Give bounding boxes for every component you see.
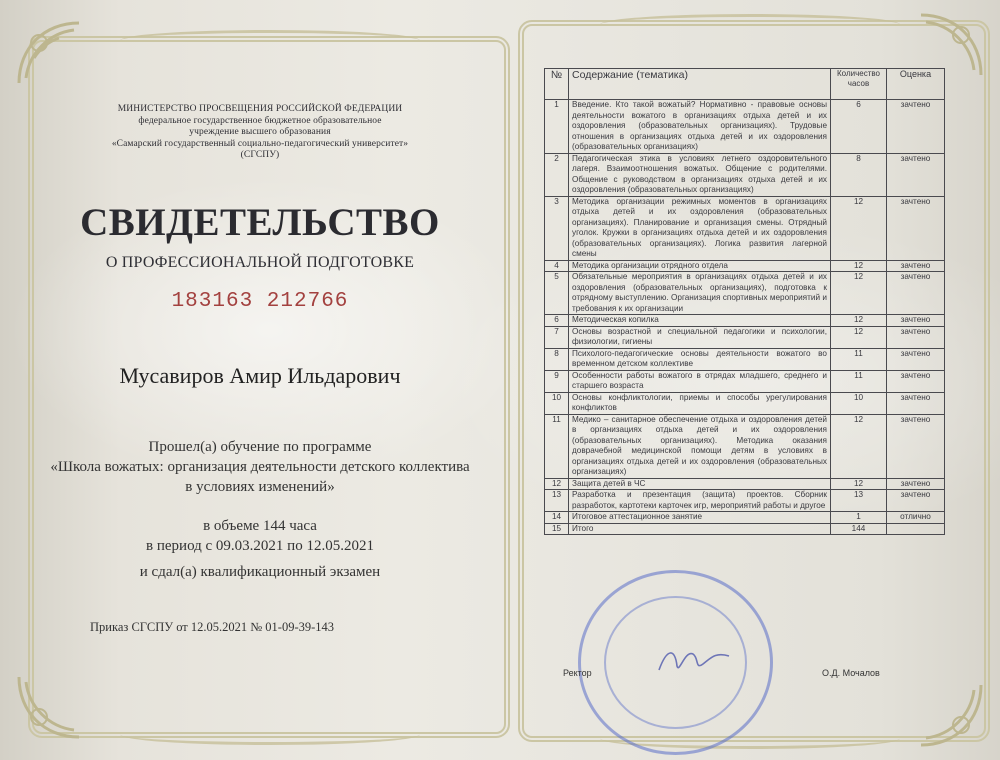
cell-number: 11 [545, 414, 569, 478]
table-row [545, 153, 945, 196]
cell-grade: зачтено [887, 478, 945, 490]
cell-grade: зачтено [887, 392, 945, 414]
cell-hours: 144 [831, 523, 887, 535]
cell-number: 13 [545, 490, 569, 512]
cell-number: 5 [545, 272, 569, 315]
cell-content: Обязательные мероприятия в организациях отдыха детей и их оздоровления (образовательных организациях), подготовка к отрядному выступлению. Организация спортивных мероприятий и требования к их организации [569, 272, 831, 315]
cell-hours: 12 [831, 478, 887, 490]
column-header-content: Содержание (тематика) [569, 69, 831, 100]
issuer-line: федеральное государственное бюджетное образовательное [138, 115, 382, 126]
cell-hours: 11 [831, 348, 887, 370]
issuer-line: учреждение высшего образования [189, 127, 331, 137]
cell-grade: зачтено [887, 153, 945, 196]
holder-name: Мусавиров Амир Ильдарович [119, 363, 401, 388]
cell-hours: 12 [831, 326, 887, 348]
cell-content: Основы возрастной и специальной педагогики и психологии, физиологии, гигиены [569, 326, 831, 348]
cell-hours: 12 [831, 260, 887, 272]
cell-number: 10 [545, 392, 569, 414]
table-row [545, 523, 945, 535]
volume-line: в период с 09.03.2021 по 12.05.2021 [146, 538, 374, 554]
certificate-number: 183163 212766 [171, 290, 349, 313]
program-line: Прошел(а) обучение по программе [148, 439, 372, 455]
cell-grade: зачтено [887, 348, 945, 370]
cell-grade: зачтено [887, 326, 945, 348]
cell-content: Педагогическая этика в условиях летнего оздоровительного лагеря. Взаимоотношения вожатых. Общение с родителями. Общение с руководством в организациях отдыха детей и их оздоровления (образовательных организациях) [569, 153, 831, 196]
cell-content: Методика организации отрядного отдела [569, 260, 831, 272]
cell-number: 9 [545, 370, 569, 392]
table-body [545, 100, 945, 535]
program-description [40, 437, 480, 497]
top-right-wave-ornament [600, 14, 900, 35]
cell-content: Разработка и презентация (защита) проектов. Сборник разработок, картотеки карточек игр, мероприятий работы и другое [569, 490, 831, 512]
table-row [545, 490, 945, 512]
cell-content: Итого [569, 523, 831, 535]
table-row [545, 392, 945, 414]
table-row [545, 272, 945, 315]
cell-hours: 1 [831, 512, 887, 524]
cell-hours: 6 [831, 100, 887, 154]
cell-grade: зачтено [887, 315, 945, 327]
issuer-line: МИНИСТЕРСТВО ПРОСВЕЩЕНИЯ РОССИЙСКОЙ ФЕДЕРАЦИИ [117, 104, 403, 114]
cell-content: Методика организации режимных моментов в организациях отдыха детей и их оздоровления (образовательных организациях). Планирование и организация смены. Отрядный уголок. Кружки в организациях отдыха детей и их оздоровления (образовательных организациях). Логика развития лагерной смены [569, 196, 831, 260]
table-row [545, 326, 945, 348]
cell-content: Защита детей в ЧС [569, 478, 831, 490]
cell-content: Психолого-педагогические основы деятельности вожатого во временном детском коллективе [569, 348, 831, 370]
volume-line: в объеме 144 часа [203, 518, 317, 534]
table-row [545, 512, 945, 524]
table-row [545, 315, 945, 327]
cell-number: 12 [545, 478, 569, 490]
cell-grade: зачтено [887, 100, 945, 154]
cell-hours: 12 [831, 196, 887, 260]
cell-content: Итоговое аттестационное занятие [569, 512, 831, 524]
cell-number: 4 [545, 260, 569, 272]
cell-grade: зачтено [887, 370, 945, 392]
cell-hours: 12 [831, 315, 887, 327]
table-row [545, 348, 945, 370]
cell-hours: 8 [831, 153, 887, 196]
cell-content: Медико – санитарное обеспечение отдыха и оздоровления детей в организациях отдыха детей и их оздоровления (образовательных организациях). Методика оказания доврачебной медицинской помощи детям в условиях в организациях отдыха детей и их оздоровления (образовательных организациях) [569, 414, 831, 478]
cell-grade: зачтено [887, 490, 945, 512]
issuer-line: «Самарский государственный социально-педагогический университет» [111, 138, 409, 149]
cell-content: Введение. Кто такой вожатый? Нормативно - правовые основы деятельности вожатого в организациях отдыха детей и их оздоровления (образовательных организациях). Трудовые отношения в организациях отдыха детей и их оздоровления (образовательных организациях) [569, 100, 831, 154]
cell-grade: зачтено [887, 260, 945, 272]
cell-content: Особенности работы вожатого в отрядах младшего, среднего и старшего возраста [569, 370, 831, 392]
column-header-grade: Оценка [887, 69, 945, 100]
table-row [545, 196, 945, 260]
rector-signature [655, 640, 735, 680]
cell-number: 14 [545, 512, 569, 524]
cell-grade [887, 523, 945, 535]
cell-number: 2 [545, 153, 569, 196]
column-header-number: № [545, 69, 569, 100]
cell-hours: 12 [831, 272, 887, 315]
topics-table [544, 68, 945, 535]
cell-number: 6 [545, 315, 569, 327]
cell-number: 1 [545, 100, 569, 154]
table-row [545, 260, 945, 272]
table-header-row [545, 69, 945, 100]
order-reference: Приказ СГСПУ от 12.05.2021 № 01-09-39-143 [90, 620, 335, 634]
table-row [545, 414, 945, 478]
program-line: в условиях изменений» [185, 479, 335, 495]
issuer-line: (СГСПУ) [240, 150, 280, 160]
cell-grade: зачтено [887, 272, 945, 315]
cell-hours: 12 [831, 414, 887, 478]
cell-number: 7 [545, 326, 569, 348]
table-row [545, 100, 945, 154]
certificate-title: СВИДЕТЕЛЬСТВО [80, 201, 440, 244]
corner-ornament-icon [916, 680, 986, 750]
table-row [545, 370, 945, 392]
cell-number: 3 [545, 196, 569, 260]
column-header-hours: Количество часов [831, 69, 887, 100]
table-row [545, 478, 945, 490]
cell-hours: 10 [831, 392, 887, 414]
cell-grade: отлично [887, 512, 945, 524]
program-line: «Школа вожатых: организация деятельности детского коллектива [50, 459, 470, 475]
cell-content: Методическая копилка [569, 315, 831, 327]
rector-label: Ректор [563, 668, 592, 678]
cell-grade: зачтено [887, 196, 945, 260]
cell-number: 8 [545, 348, 569, 370]
cell-number: 15 [545, 523, 569, 535]
volume-line: и сдал(а) квалификационный экзамен [139, 564, 381, 580]
certificate-subtitle: О ПРОФЕССИОНАЛЬНОЙ ПОДГОТОВКЕ [105, 254, 415, 271]
rector-name: О.Д. Мочалов [822, 668, 880, 678]
cell-hours: 11 [831, 370, 887, 392]
certificate-left-page [40, 0, 480, 760]
training-volume [40, 516, 480, 582]
cell-grade: зачтено [887, 414, 945, 478]
cell-hours: 13 [831, 490, 887, 512]
cell-content: Основы конфликтологии, приемы и способы урегулирования конфликтов [569, 392, 831, 414]
issuer-header [40, 104, 480, 162]
